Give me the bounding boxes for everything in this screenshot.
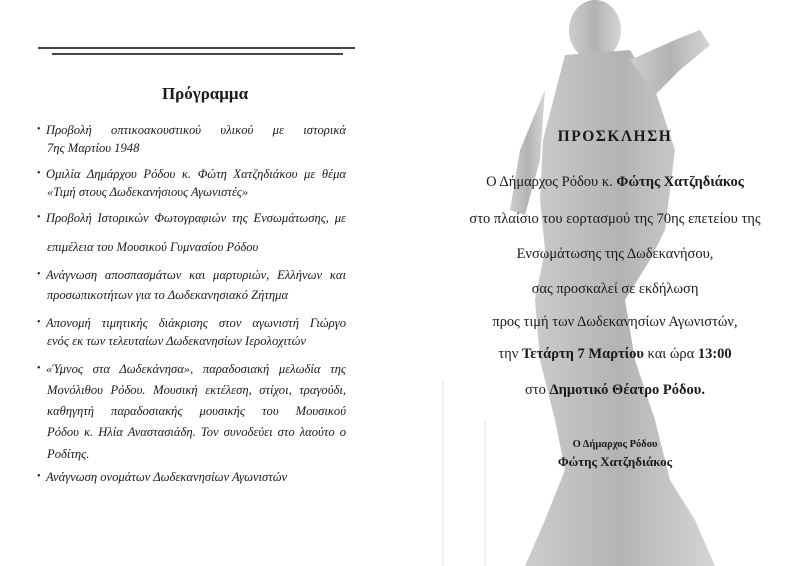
invitation-date-line xyxy=(430,346,800,363)
program-item-line: 7ης Μαρτίου 1948 xyxy=(47,141,140,155)
bullet-icon: • xyxy=(37,269,41,280)
event-date: Τετάρτη 7 Μαρτίου xyxy=(521,346,644,362)
program-item-line: «Τιμή στους Δωδεκανήσιους Αγωνιστές» xyxy=(47,185,249,199)
signature-role: Ο Δήμαρχος Ρόδου xyxy=(572,439,658,450)
invitation-title: ΠΡΟΣΚΛΗΣΗ xyxy=(557,128,673,145)
program-item-line: καθηγητή παραδοσιακής μουσικής του Μουσικού xyxy=(47,404,346,418)
program-item-line: επιμέλεια του Μουσικού Γυμνασίου Ρόδου xyxy=(47,240,259,254)
invitation-line-3: Ενσωμάτωσης της Δωδεκανήσου, xyxy=(516,246,714,262)
invitation-line-1 xyxy=(430,174,800,191)
invitation-venue-line xyxy=(430,382,800,399)
signature-name: Φώτης Χατζηδιάκος xyxy=(557,454,673,469)
program-item-line: Ροδίτης. xyxy=(47,447,90,461)
program-item-line: Ομιλία Δημάρχου Ρόδου κ. Φώτη Χατζηδιάκου με θέμα xyxy=(46,167,346,181)
program-item-line: Ανάγνωση ονομάτων Δωδεκανησίων Αγωνιστών xyxy=(46,470,288,484)
bullet-icon: • xyxy=(37,212,41,223)
program-item-line: «Ύμνος στα Δωδεκάνησα», παραδοσιακή μελωδία της xyxy=(46,362,346,376)
program-item-line: Μονόλιθου Ρόδου. Μουσική εκτέλεση, στίχοι, τραγούδι, xyxy=(47,383,346,397)
program-item-line: Προβολή οπτικοακουστικού υλικού με ιστορικά xyxy=(46,123,346,137)
text: την xyxy=(498,346,522,362)
bullet-icon: • xyxy=(37,124,41,135)
program-item-line: Απονομή τιμητικής διάκρισης στον αγωνιστή Γιώργο xyxy=(46,316,346,330)
event-time: 13:00 xyxy=(697,346,732,362)
text: και ώρα xyxy=(643,346,698,362)
bullet-icon: • xyxy=(37,168,41,179)
invitation-line-2: στο πλαίσιο του εορτασμού της 70ης επετείου της xyxy=(469,211,761,227)
text: στο xyxy=(525,382,550,398)
program-item-line: Ρόδου κ. Ηλία Αναστασιάδη. Τον συνοδεύει στο λαούτο ο xyxy=(47,425,346,439)
invitation-line-4: σας προσκαλεί σε εκδήλωση xyxy=(531,281,699,297)
invitation-line-5: προς τιμή των Δωδεκανησίων Αγωνιστών, xyxy=(492,314,738,330)
bullet-icon: • xyxy=(37,317,41,328)
program-item-line: Ανάγνωση αποσπασμάτων και μαρτυριών, Ελλήνων και xyxy=(46,268,346,282)
bullet-icon: • xyxy=(37,471,41,482)
program-item-line: Προβολή Ιστορικών Φωτογραφιών της Ενσωμάτωσης, με xyxy=(46,211,346,225)
second-rule xyxy=(52,53,343,55)
program-item-line: ενός εκ των τελευταίων Δωδεκανησίων Ιερολοχιτών xyxy=(47,334,306,348)
text: Ο Δήμαρχος Ρόδου κ. xyxy=(486,174,617,190)
top-rule xyxy=(38,47,355,49)
bullet-icon: • xyxy=(37,363,41,374)
program-item-line: προσωπικοτήτων για το Δωδεκανησιακό Ζήτημα xyxy=(47,288,289,302)
program-title: Πρόγραμμα xyxy=(161,84,249,103)
event-venue: Δημοτικό Θέατρο Ρόδου. xyxy=(549,382,705,398)
mayor-name: Φώτης Χατζηδιάκος xyxy=(616,174,744,190)
